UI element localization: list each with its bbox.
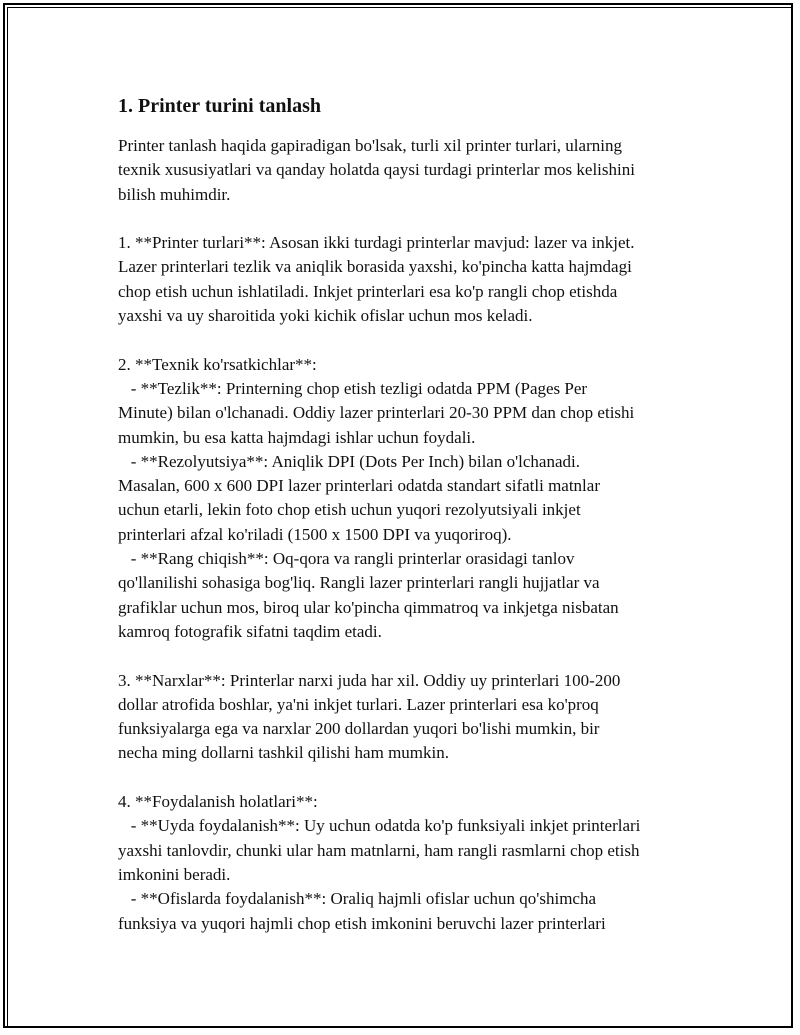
text-line: - **Uyda foydalanish**: Uy uchun odatda ko'p funksiyali inkjet printerlari [118,816,641,836]
text-line: imkonini beradi. [118,864,231,884]
text-line: - **Tezlik**: Printerning chop etish tezligi odatda PPM (Pages Per [118,378,588,398]
paragraph [118,353,698,645]
paragraph-gap [118,644,698,668]
paragraph-gap [118,207,698,231]
text-line: 1. **Printer turlari**: Asosan ikki turdagi printerlar mavjud: lazer va inkjet. [118,233,635,253]
text-line: funksiya va yuqori hajmli chop etish imkonini beruvchi lazer printerlari [118,913,606,933]
text-line: mumkin, bu esa katta hajmdagi ishlar uchun foydali. [118,427,476,447]
document-body [118,92,698,936]
paragraph [118,231,698,328]
paragraph [118,790,698,936]
text-line: yaxshi va uy sharoitida yoki kichik ofislar uchun mos keladi. [118,306,533,326]
text-line: Printer tanlash haqida gapiradigan bo'lsak, turli xil printer turlari, ularning [118,136,622,155]
text-line: 3. **Narxlar**: Printerlar narxi juda har xil. Oddiy uy printerlari 100-200 [118,670,621,690]
text-line: - **Ofislarda foydalanish**: Oraliq hajmli ofislar uchun qo'shimcha [118,889,597,909]
section-heading: 1. Printer turini tanlash [118,95,321,117]
text-line: texnik xususiyatlari va qanday holatda qaysi turdagi printerlar mos kelishini [118,160,635,180]
text-line: Lazer printerlari tezlik va aniqlik borasida yaxshi, ko'pincha katta hajmdagi [118,257,632,277]
text-line: Minute) bilan o'lchanadi. Oddiy lazer printerlari 20-30 PPM dan chop etishi [118,403,635,423]
text-line: uchun etarli, lekin foto chop etish uchun yuqori rezolyutsiyali inkjet [118,500,581,520]
text-line: - **Rang chiqish**: Oq-qora va rangli printerlar orasidagi tanlov [118,549,575,569]
text-line: bilish muhimdir. [118,184,231,204]
paragraph-gap [118,328,698,352]
paragraph [118,669,698,766]
text-line: necha ming dollarni tashkil qilishi ham mumkin. [118,743,449,763]
paragraph-list [118,134,698,936]
text-line: yaxshi tanlovdir, chunki ular ham matnlarni, ham rangli rasmlarni chop etish [118,840,640,860]
text-line: - **Rezolyutsiya**: Aniqlik DPI (Dots Per Inch) bilan o'lchanadi. [118,451,580,471]
text-line: 4. **Foydalanish holatlari**: [118,792,318,812]
paragraph [118,134,698,207]
text-line: qo'llanilishi sohasiga bog'liq. Rangli lazer printerlari rangli hujjatlar va [118,573,600,593]
text-line: 2. **Texnik ko'rsatkichlar**: [118,354,317,374]
text-line: dollar atrofida boshlar, ya'ni inkjet turlari. Lazer printerlari esa ko'proq [118,694,599,714]
text-line: chop etish uchun ishlatiladi. Inkjet printerlari esa ko'p rangli chop etishda [118,281,618,301]
paragraph-gap [118,766,698,790]
text-line: grafiklar uchun mos, biroq ular ko'pincha qimmatroq va inkjetga nisbatan [118,597,619,617]
text-line: Masalan, 600 x 600 DPI lazer printerlari odatda standart sifatli matnlar [118,476,600,496]
text-line: funksiyalarga ega va narxlar 200 dollardan yuqori bo'lishi mumkin, bir [118,719,600,739]
text-line: kamroq fotografik sifatni taqdim etadi. [118,621,382,641]
text-line: printerlari afzal ko'riladi (1500 x 1500 DPI va yuqoriroq). [118,524,512,544]
